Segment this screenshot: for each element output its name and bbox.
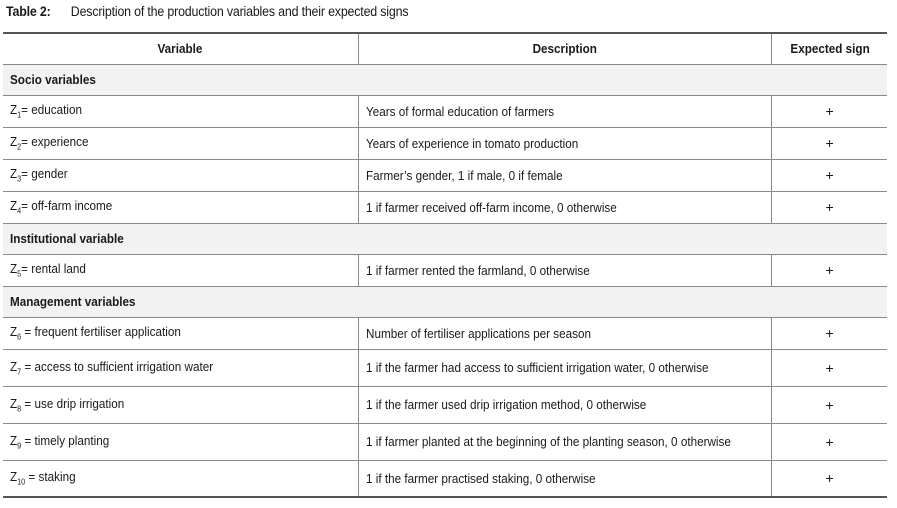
table-header-row	[3, 33, 887, 64]
table-caption-text: Description of the production variables and their expected signs	[70, 4, 409, 19]
description-cell: 1 if the farmer had access to sufficient irrigation water, 0 otherwise	[358, 349, 771, 386]
variable-cell: $Z_6$ = frequent fertiliser application	[3, 317, 358, 349]
table-row	[3, 127, 887, 159]
variable-cell: $Z_3=$ gender	[3, 159, 358, 191]
expected-sign-cell: +	[772, 349, 887, 386]
section-row-socio	[3, 64, 887, 95]
description-cell: 1 if farmer rented the farmland, 0 otherwise	[358, 254, 771, 286]
table-caption-label: Table 2:	[6, 4, 51, 19]
description-cell: Farmer’s gender, 1 if male, 0 if female	[358, 159, 771, 191]
variable-cell: $Z_5=$ rental land	[3, 254, 358, 286]
expected-sign-cell: +	[772, 317, 887, 349]
expected-sign-cell: +	[772, 386, 887, 423]
table-row	[3, 317, 887, 349]
table-row	[3, 349, 887, 386]
variables-table	[3, 32, 887, 498]
expected-sign-cell: +	[772, 423, 887, 460]
expected-sign-cell: +	[772, 254, 887, 286]
section-title-socio: Socio variables	[10, 72, 96, 87]
description-cell: 1 if farmer received off-farm income, 0 otherwise	[358, 191, 771, 223]
variable-cell: $Z_7$ = access to sufficient irrigation water	[3, 349, 358, 386]
variable-cell: $Z_2=$ experience	[3, 127, 358, 159]
section-row-management	[3, 286, 887, 317]
table-row	[3, 254, 887, 286]
variable-cell: $Z_{10}$ = staking	[3, 460, 358, 497]
header-expected-sign: Expected sign	[772, 33, 887, 64]
variable-cell: $Z_8$ = use drip irrigation	[3, 386, 358, 423]
table-row	[3, 159, 887, 191]
section-title-institutional: Institutional variable	[10, 231, 124, 246]
header-description: Description	[358, 33, 771, 64]
table-row	[3, 191, 887, 223]
expected-sign-cell: +	[772, 127, 887, 159]
expected-sign-cell: +	[772, 460, 887, 497]
variable-cell: $Z_4=$ off-farm income	[3, 191, 358, 223]
header-variable: Variable	[3, 33, 358, 64]
section-row-institutional	[3, 223, 887, 254]
expected-sign-cell: +	[772, 95, 887, 127]
table-row	[3, 460, 887, 497]
section-title-management: Management variables	[10, 294, 136, 309]
table-caption	[6, 4, 408, 19]
variable-cell: $Z_1=$ education	[3, 95, 358, 127]
table-row	[3, 386, 887, 423]
description-cell: 1 if the farmer used drip irrigation method, 0 otherwise	[358, 386, 771, 423]
expected-sign-cell: +	[772, 191, 887, 223]
table-row	[3, 423, 887, 460]
table-row	[3, 95, 887, 127]
variable-cell: $Z_9$ = timely planting	[3, 423, 358, 460]
description-cell: 1 if the farmer practised staking, 0 otherwise	[358, 460, 771, 497]
description-cell: Number of fertiliser applications per season	[358, 317, 771, 349]
expected-sign-cell: +	[772, 159, 887, 191]
description-cell: Years of formal education of farmers	[358, 95, 771, 127]
description-cell: 1 if farmer planted at the beginning of the planting season, 0 otherwise	[358, 423, 771, 460]
description-cell: Years of experience in tomato production	[358, 127, 771, 159]
